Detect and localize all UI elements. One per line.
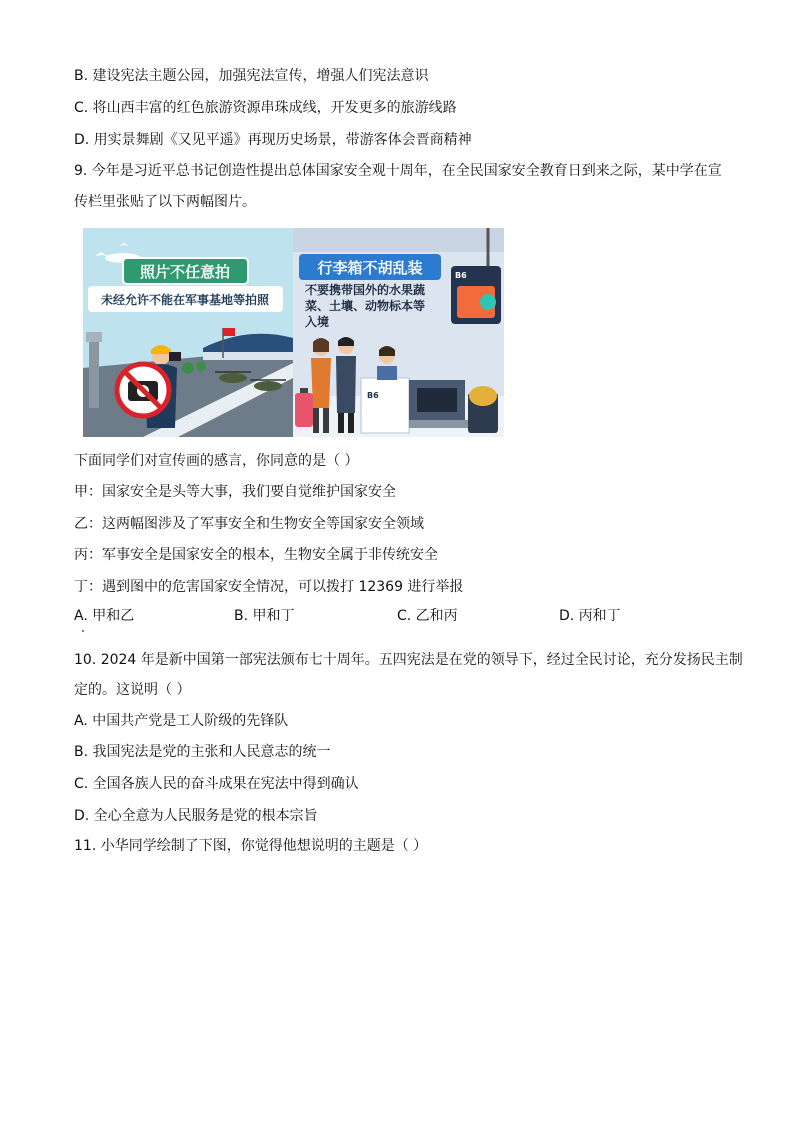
right-title-text: 行李箱不胡乱装 xyxy=(317,259,423,277)
q8-option-b: B. 建设宪法主题公园，加强宪法宣传，增强人们宪法意识 xyxy=(74,68,429,84)
q10-option-c[interactable]: C. 全国各族人民的奋斗成果在宪法中得到确认 xyxy=(74,776,359,792)
q9-option-d[interactable]: D. 丙和丁 xyxy=(559,608,621,624)
left-title-text: 照片不任意拍 xyxy=(139,263,231,281)
photo-ban-panel xyxy=(83,228,293,437)
q9-option-a[interactable]: A. 甲和乙 xyxy=(74,608,135,624)
flag-icon xyxy=(223,328,235,336)
q9-prompt: 下面同学们对宣传画的感言，你同意的是（ ） xyxy=(74,453,359,469)
q10-stem-line1: 10. 2024 年是新中国第一部宪法颁布七十周年。五四宪法是在党的领导下，经过全民讨论，充分发扬民主制 xyxy=(74,652,743,668)
right-text-line3: 入境 xyxy=(305,315,330,329)
q9-statement-jia: 甲：国家安全是头等大事，我们要自觉维护国家安全 xyxy=(74,484,396,500)
q9-stem-line2: 传栏里张贴了以下两幅图片。 xyxy=(74,194,256,210)
right-text-line2: 菜、土壤、动物标本等 xyxy=(305,299,426,313)
q8-option-c: C. 将山西丰富的红色旅游资源串珠成线，开发更多的旅游线路 xyxy=(74,100,457,116)
q9-option-b[interactable]: B. 甲和丁 xyxy=(234,608,295,624)
q10-option-a[interactable]: A. 中国共产党是工人阶级的先锋队 xyxy=(74,713,289,729)
q9-options-row xyxy=(74,606,634,628)
counter-sign-text: B6 xyxy=(367,391,379,400)
q10-option-d[interactable]: D. 全心全意为人民服务是党的根本宗旨 xyxy=(74,808,318,824)
security-poster-image xyxy=(83,228,504,437)
no-camera-icon xyxy=(117,364,169,416)
q9-stem-line1: 9. 今年是习近平总书记创造性提出总体国家安全观十周年，在全民国家安全教育日到来之际，某中学在宣 xyxy=(74,163,722,179)
q9-statement-bing: 丙：军事安全是国家安全的根本，生物安全属于非传统安全 xyxy=(74,547,438,563)
right-text-line1: 不要携带国外的水果蔬 xyxy=(305,283,426,297)
q9-option-c[interactable]: C. 乙和丙 xyxy=(397,608,458,624)
q11-stem: 11. 小华同学绘制了下图，你觉得他想说明的主题是（ ） xyxy=(74,838,428,854)
q10-option-b[interactable]: B. 我国宪法是党的主张和人民意志的统一 xyxy=(74,744,331,760)
q10-stem-line2: 定的。这说明（ ） xyxy=(74,682,191,698)
left-subtitle-text: 未经允许不能在军事基地等拍照 xyxy=(100,293,270,307)
luggage-panel xyxy=(293,228,504,437)
q8-option-d: D. 用实景舞剧《又见平遥》再现历史场景，带游客体会晋商精神 xyxy=(74,132,472,148)
stray-dot xyxy=(82,630,84,632)
q9-statement-ding: 丁：遇到图中的危害国家安全情况，可以拨打 12369 进行举报 xyxy=(74,579,464,595)
gate-sign-text: B6 xyxy=(455,271,467,280)
q9-statement-yi: 乙：这两幅图涉及了军事安全和生物安全等国家安全领域 xyxy=(74,516,424,532)
